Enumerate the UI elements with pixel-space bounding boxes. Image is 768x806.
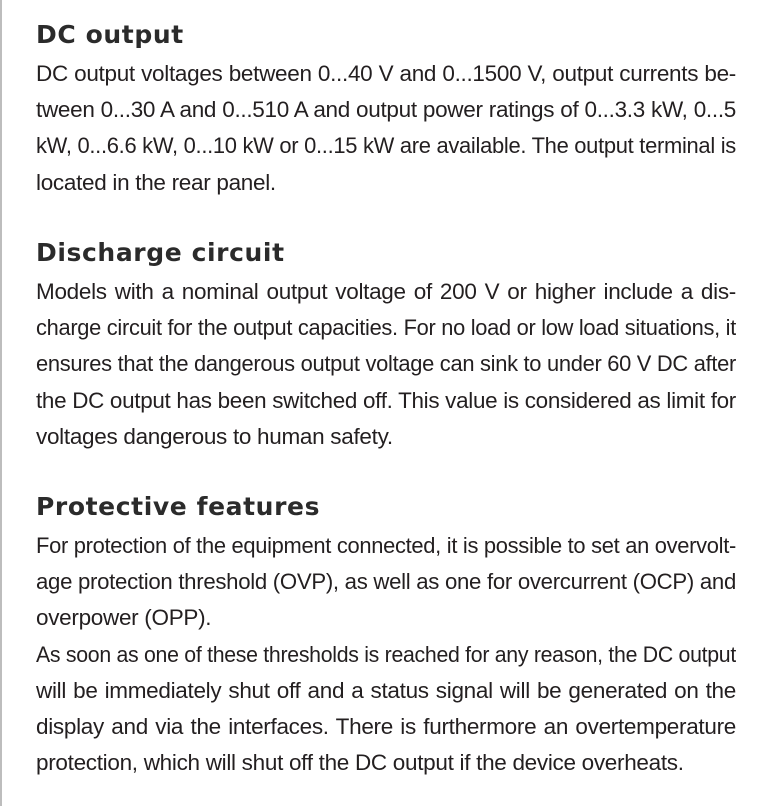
text-line (36, 528, 736, 564)
section-paragraph (36, 56, 736, 201)
text-line-inner: ensures that the dangerous output voltage can sink to under 60 V DC after (36, 351, 736, 377)
text-line-inner: For protection of the equipment connected, it is possible to set an overvolt- (36, 533, 736, 558)
text-line (36, 637, 736, 673)
text-line-inner: charge circuit for the output capacities. For no load or low load situations, it (36, 315, 736, 341)
section-paragraph (36, 528, 736, 781)
text-line: voltages dangerous to human safety. (36, 423, 393, 449)
text-line-inner: kW, 0...6.6 kW, 0...10 kW or 0...15 kW are available. The output terminal is (36, 133, 736, 159)
text-line-inner: the DC output has been switched off. This value is considered as limit for (36, 387, 736, 413)
section-heading: Discharge circuit (36, 238, 285, 267)
text-line (36, 383, 736, 419)
section-heading: DC output (36, 20, 184, 49)
text-line (36, 346, 736, 382)
text-line: located in the rear panel. (36, 169, 276, 195)
section-dc-output (36, 20, 736, 201)
text-line: DC output voltages between 0...40 V and 0...1500 V, output currents be- (36, 61, 736, 86)
text-line: will be immediately shut off and a status signal will be generated on the (36, 677, 736, 703)
text-line: protection, which will shut off the DC output if the device overheats. (36, 750, 684, 776)
text-line: overpower (OPP). (36, 605, 212, 631)
text-line (36, 564, 736, 600)
text-line (36, 310, 736, 346)
section-paragraph (36, 274, 736, 455)
text-line-inner: As soon as one of these thresholds is reached for any reason, the DC output (36, 641, 736, 667)
text-line (36, 128, 736, 164)
text-line: tween 0...30 A and 0...510 A and output power ratings of 0...3.3 kW, 0...5 (36, 97, 736, 123)
section-protective-features (36, 492, 736, 781)
section-discharge-circuit (36, 238, 736, 455)
text-line-inner: age protection threshold (OVP), as well as one for overcurrent (OCP) and (36, 569, 736, 595)
text-line: display and via the interfaces. There is furthermore an overtemperature (36, 714, 736, 740)
section-heading: Protective features (36, 492, 321, 521)
text-line: Models with a nominal output voltage of 200 V or higher include a dis- (36, 279, 736, 304)
